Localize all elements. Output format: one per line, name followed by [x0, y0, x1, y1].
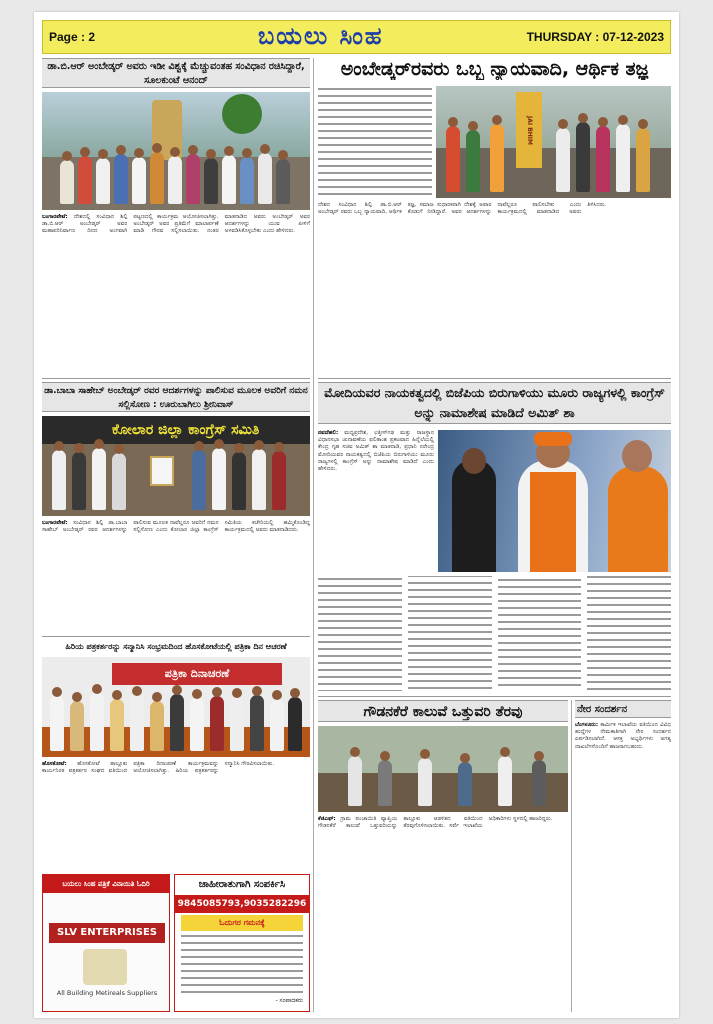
story-headline: ಹಿರಿಯ ಪತ್ರಕರ್ತರನ್ನು ಸನ್ಮಾನಿಸಿ ಸಂಭ್ರಮದಿಂದ ಹೊಸಕೋಟೆಯಲ್ಲಿ ಪತ್ರಿಕಾ ದಿನ ಆಚರಣೆ	[65, 642, 287, 651]
story-headline: ನೇರ ಸಂದರ್ಶನ	[575, 700, 671, 718]
story-body-text: ಸಂವಿಧಾನ ಶಿಲ್ಪಿ ಡಾ.ಬಾಬಾ ಸಾಹೇಬ್ ಅಂಬೇಡ್ಕರ್ ರವರ ಆದರ್ಶಗಳನ್ನು ಪಾಲಿಸುವ ಮೂಲಕ ನಾವೆಲ್ಲರೂ ಅವರಿಗೆ ನಮನ ಸಲ್ಲಿಸೋಣ ಎಂದು ಕೋಲಾರ ಜಿಲ್ಲಾ ಕಾಂಗ್ರೆಸ್ ಸಮಿತಿಯ ಕಚೇರಿಯಲ್ಲಿ ಹಮ್ಮಿಕೊಂಡಿದ್ದ ಕಾರ್ಯಕ್ರಮದಲ್ಲಿ ಅವರು ಮಾತನಾಡಿದರು.	[42, 520, 310, 534]
ad-tagline: All Building Metireals Suppliers	[56, 989, 158, 997]
story-body	[42, 520, 310, 632]
story-headline: ಡಾ.ಬಿ.ಆರ್ ಅಂಬೇಡ್ಕರ್ ಅವರು ಇಡೀ ವಿಶ್ವಕ್ಕೆ ಮೆಚ್ಚುವಂತಹ ಸಂವಿಧಾನ ರಚಿಸಿದ್ದಾರೆ, ಸೂಲಕುಂಟೆ ಆನಂದ್	[42, 58, 310, 88]
ad-contact	[174, 874, 310, 1012]
story-body-text: ದೇಶದಲ್ಲಿ ಸಂವಿಧಾನ ಶಿಲ್ಪಿ ಡಾ.ಬಿ.ಆರ್ ಅಂಬೇಡ್ಕರ್ ಅವರ ಮಹಾಪರಿನಿರ್ವಾಣ ದಿನದ ಅಂಗವಾಗಿ ಪಟ್ಟಣದಲ್ಲಿ ಕಾರ್ಯಕ್ರಮ ಆಯೋಜಿಸಲಾಗಿತ್ತು. ಅಂಬೇಡ್ಕರ್ ಅವರ ಪ್ರತಿಮೆಗೆ ಮಾಲಾರ್ಪಣೆ ಮಾಡಿ ಗೌರವ ಸಲ್ಲಿಸಲಾಯಿತು. ನಂತರ ಮಾತನಾಡಿದ ಅವರು ಅಂಬೇಡ್ಕರ್ ಅವರ ಆದರ್ಶಗಳನ್ನು ಯುವ ಪೀಳಿಗೆ ಅಳವಡಿಸಿಕೊಳ್ಳಬೇಕು ಎಂದು ಹೇಳಿದರು.	[42, 214, 310, 235]
page-number: Page : 2	[49, 30, 96, 44]
divider	[318, 696, 671, 697]
story-headline: ಮೋದಿಯವರ ನಾಯಕತ್ವದಲ್ಲಿ ಬಿಜೆಪಿಯ ಬಿರುಗಾಳಿಯು ಮೂರು ರಾಜ್ಯಗಳಲ್ಲಿ ಕಾಂಗ್ರೆಸ್ ಅನ್ನು ನಾಮಾಶೇಷ ಮಾಡಿದೆ ಅಮಿತ್ ಶಾ	[318, 382, 671, 424]
story-headline: ಡಾ.ಬಾಬಾ ಸಾಹೇಬ್ ಅಂಬೇಡ್ಕರ್ ರವರ ಆದರ್ಶಗಳನ್ನು ಪಾಲಿಸುವ ಮೂಲಕ ಅವರಿಗೆ ನಮನ ಸಲ್ಲಿಸೋಣ : ಊರುಬಾಗಿಲು ಶ್ರೀನಿವಾಸ್	[42, 382, 310, 412]
divider	[318, 378, 671, 379]
story-photo	[42, 657, 310, 757]
divider	[42, 378, 310, 379]
story-canal-encroachment	[318, 700, 568, 1012]
newspaper-title: ಬಯಲು ಸಿಂಹ	[258, 22, 384, 50]
divider	[42, 636, 310, 637]
story-photo	[42, 416, 310, 516]
ad-company: SLV ENTERPRISES	[49, 923, 165, 943]
story-press-day	[42, 640, 310, 872]
story-ambedkar-constitution	[42, 58, 310, 376]
banner-jai-bhim: JAI BHIM	[516, 92, 542, 168]
ad-notice-text	[181, 933, 303, 995]
story-photo	[42, 92, 310, 210]
ad-slv-enterprises	[42, 874, 170, 1012]
house-illustration-icon	[83, 949, 127, 985]
ad-header: ಜಾಹೀರಾತುಗಾಗಿ ಸಂಪರ್ಕಿಸಿ	[198, 879, 286, 890]
ad-footer: - ಸಂಪಾದಕರು	[275, 997, 303, 1004]
story-dateline: ಹೊಸಕೋಟೆ:	[42, 761, 67, 767]
story-dateline: ಕೆಜಿಎಫ್:	[318, 816, 336, 822]
story-body-text: ಮಧ್ಯಪ್ರದೇಶ, ಛತ್ತೀಸ್‌ಗಢ ಮತ್ತು ರಾಜಸ್ಥಾನ ವಿಧಾನಸಭಾ ಚುನಾವಣೆಯ ಫಲಿತಾಂಶ ಪ್ರಕಟವಾದ ಹಿನ್ನೆಲೆಯಲ್ಲಿ ಕೇಂದ್ರ ಗೃಹ ಸಚಿವ ಅಮಿತ್ ಶಾ ಮಾತನಾಡಿ, ಪ್ರಧಾನಿ ನರೇಂದ್ರ ಮೋದಿಯವರ ನಾಯಕತ್ವದಲ್ಲಿ ಬಿಜೆಪಿಯ ಬಿರುಗಾಳಿಯು ಮೂರು ರಾಜ್ಯಗಳಲ್ಲಿ ಕಾಂಗ್ರೆಸ್ ಅನ್ನು ನಾಮಾಶೇಷ ಮಾಡಿದೆ ಎಂದು ಹೇಳಿದರು.	[318, 430, 434, 473]
story-dateline: ಬೆಂಗಳೂರು:	[575, 722, 599, 728]
story-amit-shah	[318, 382, 671, 694]
story-body-text: ಹೊಸಕೋಟೆ ತಾಲ್ಲೂಕು ಕಾರ್ಯನಿರತ ಪತ್ರಕರ್ತರ ಸಂಘದ ವತಿಯಿಂದ ಪತ್ರಿಕಾ ದಿನಾಚರಣೆ ಕಾರ್ಯಕ್ರಮವನ್ನು ಆಯೋಜಿಸಲಾಗಿತ್ತು. ಹಿರಿಯ ಪತ್ರಕರ್ತರನ್ನು ಸನ್ಮಾನಿಸಿ ಗೌರವಿಸಲಾಯಿತು.	[42, 761, 275, 775]
story-headline: ಗೌಡನಕೆರೆ ಕಾಲುವೆ ಒತ್ತುವರಿ ತೆರವು	[318, 700, 568, 722]
story-ambedkar-ideals	[42, 382, 310, 634]
story-photo	[436, 86, 671, 198]
column-divider	[313, 58, 314, 1012]
story-body	[42, 761, 310, 867]
story-headline: ಅಂಬೇಡ್ಕರ್‌ರವರು ಒಬ್ಬ ನ್ಯಾಯವಾದಿ, ಆರ್ಥಿಕ ತಜ್ಞ	[340, 58, 649, 80]
story-dateline: ಬಂಗಾರಪೇಟೆ:	[42, 520, 68, 526]
story-body	[42, 214, 310, 374]
story-body-continued	[318, 576, 671, 694]
story-body	[318, 202, 671, 374]
banner-text: ಪತ್ರಿಕಾ ದಿನಾಚರಣೆ	[112, 663, 282, 685]
banner-text: ಕೋಲಾರ ಜಿಲ್ಲಾ ಕಾಂಗ್ರೆಸ್ ಸಮಿತಿ	[112, 422, 260, 438]
story-body-text: ಕಾರ್ಮಿಕ ಇಲಾಖೆಯ ವತಿಯಿಂದ ವಿವಿಧ ಹುದ್ದೆಗಳ ನೇಮಕಾತಿಗಾಗಿ ನೇರ ಸಂದರ್ಶನ ಏರ್ಪಡಿಸಲಾಗಿದೆ. ಆಸಕ್ತ ಅಭ್ಯರ್ಥಿಗಳು ಅಗತ್ಯ ದಾಖಲೆಗಳೊಂದಿಗೆ ಹಾಜರಾಗಬಹುದು.	[575, 722, 671, 750]
ad-phone-numbers: 9845085793,9035282296	[175, 895, 309, 913]
story-ambedkar-economist	[318, 58, 671, 376]
story-body	[318, 816, 568, 1008]
story-photo	[438, 430, 671, 572]
story-photo	[318, 726, 568, 812]
story-body-col-1	[318, 86, 432, 198]
story-body-text: ಗ್ರಾಮ ಪಂಚಾಯಿತಿ ವ್ಯಾಪ್ತಿಯ ಗೌಡನಕೆರೆ ಕಾಲುವೆ ಒತ್ತುವರಿಯನ್ನು ತಾಲ್ಲೂಕು ಆಡಳಿತದ ವತಿಯಿಂದ ತೆರವುಗೊಳಿಸಲಾಯಿತು. ಸರ್ವೆ ಇಲಾಖೆಯ ಅಧಿಕಾರಿಗಳು ಸ್ಥಳದಲ್ಲಿ ಹಾಜರಿದ್ದರು.	[318, 816, 553, 830]
story-dateline: ನವದೆಹಲಿ:	[318, 430, 339, 436]
story-body	[318, 430, 434, 572]
story-body	[575, 722, 671, 1006]
ad-header: ಬಯಲು ಸಿಂಹ ಪತ್ರಿಕೆ ವಿನಾಯಿತಿ ಓದಿರಿ	[43, 875, 169, 893]
newspaper-page	[34, 12, 679, 1018]
issue-date: THURSDAY : 07-12-2023	[526, 30, 664, 44]
ad-subheader: ಓದುಗರ ಗಮನಕ್ಕೆ	[181, 915, 303, 931]
story-direct-interview	[575, 700, 671, 1012]
masthead	[42, 20, 671, 54]
story-dateline: ಬಂಗಾರಪೇಟೆ:	[42, 214, 68, 220]
story-body-text: ದೇಶದ ಸಂವಿಧಾನ ಶಿಲ್ಪಿ ಡಾ.ಬಿ.ಆರ್ ಅಂಬೇಡ್ಕರ್ ರವರು ಒಬ್ಬ ನ್ಯಾಯವಾದಿ, ಆರ್ಥಿಕ ತಜ್ಞ, ಸಮಾಜ ಸುಧಾರಕರಾಗಿ ದೇಶಕ್ಕೆ ಅಪಾರ ಕೊಡುಗೆ ನೀಡಿದ್ದಾರೆ. ಅವರ ಆದರ್ಶಗಳನ್ನು ನಾವೆಲ್ಲರೂ ಪಾಲಿಸಬೇಕು ಎಂದು ಕಾರ್ಯಕ್ರಮದಲ್ಲಿ ಮಾತನಾಡಿದ ಅವರು ತಿಳಿಸಿದರು.	[318, 202, 607, 216]
column-divider	[571, 700, 572, 1012]
